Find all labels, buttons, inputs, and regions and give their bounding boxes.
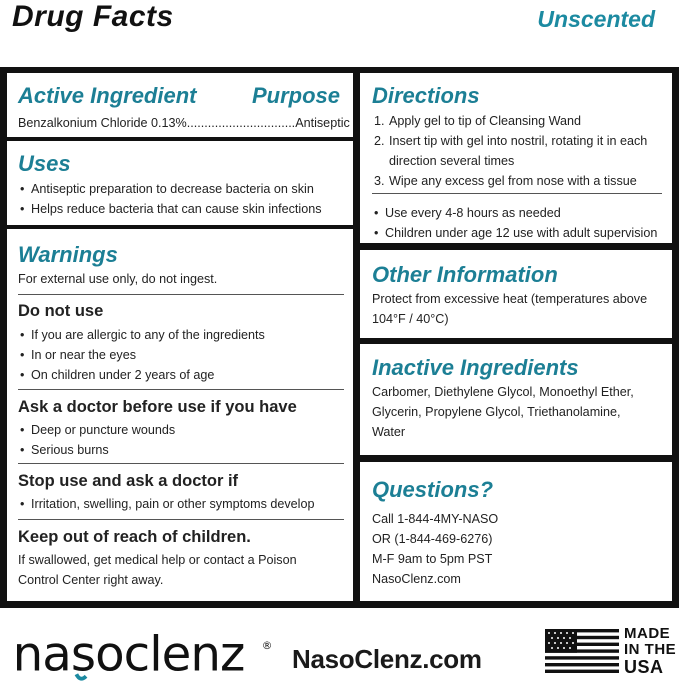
- warnings-box: [7, 229, 353, 601]
- inactive-ingredients-heading: Inactive Ingredients: [372, 355, 579, 380]
- uses-box: [7, 141, 353, 225]
- warnings-heading: Warnings: [18, 242, 118, 267]
- divider: [372, 193, 662, 194]
- step-text: Wipe any excess gel from nose with a tissue: [389, 174, 637, 188]
- footer-website: NasoClenz.com: [292, 644, 482, 674]
- questions-line: M-F 9am to 5pm PST: [372, 552, 493, 566]
- trademark-mark: ®: [261, 639, 273, 653]
- direction-step: [372, 171, 647, 191]
- other-info-line: Protect from excessive heat (temperatures above: [372, 292, 648, 306]
- leader-dots: ...............................: [186, 116, 296, 130]
- active-ingredient-heading: Active Ingredient: [18, 83, 197, 108]
- made-line: MADE: [624, 625, 671, 642]
- step-text: Insert tip with gel into nostril, rotating it in each: [389, 134, 648, 148]
- keep-out-line: If swallowed, get medical help or contact a Poison: [18, 553, 297, 567]
- list-item: • On children under 2 years of age: [18, 365, 265, 385]
- made-in-usa-badge: [624, 626, 676, 676]
- stop-use-heading: Stop use and ask a doctor if: [18, 472, 239, 490]
- nasoclenz-logo: [8, 626, 278, 682]
- keep-out-line: Control Center right away.: [18, 573, 164, 587]
- step-text: Apply gel to tip of Cleansing Wand: [389, 114, 582, 128]
- list-item: • Deep or puncture wounds: [18, 420, 175, 440]
- active-ingredient-box: [7, 73, 353, 137]
- list-item: • Serious burns: [18, 440, 175, 460]
- warnings-note: For external use only, do not ingest.: [18, 272, 218, 286]
- purpose-heading: Purpose: [251, 83, 340, 108]
- inactive-ingredients-box: [360, 344, 672, 455]
- variant-label: Unscented: [537, 6, 655, 32]
- list-item: • In or near the eyes: [18, 345, 265, 365]
- step-text: direction several times: [389, 154, 515, 168]
- drug-facts-panel: [0, 67, 679, 608]
- direction-step: [372, 111, 647, 131]
- divider: [18, 294, 344, 295]
- list-item: • Helps reduce bacteria that can cause skin infections: [18, 199, 322, 219]
- other-info-box: [360, 250, 672, 338]
- direction-step-cont: [372, 151, 647, 171]
- step-number: 2.: [374, 134, 385, 148]
- do-not-use-heading: Do not use: [18, 302, 104, 320]
- divider: [18, 463, 344, 464]
- other-info-line: 104°F / 40°C): [372, 312, 449, 326]
- list-item: • Irritation, swelling, pain or other symptoms develop: [18, 494, 315, 514]
- questions-line: NasoClenz.com: [372, 572, 461, 586]
- directions-heading: Directions: [372, 83, 480, 108]
- ask-doctor-heading: Ask a doctor before use if you have: [18, 398, 297, 416]
- direction-step: [372, 131, 647, 151]
- directions-box: [360, 73, 672, 243]
- list-item: • Children under age 12 use with adult supervision: [372, 223, 657, 243]
- questions-line: Call 1-844-4MY-NASO: [372, 512, 499, 526]
- keep-out-heading: Keep out of reach of children.: [18, 528, 251, 546]
- questions-line: OR (1-844-469-6276): [372, 532, 493, 546]
- ingredient-name: Benzalkonium Chloride 0.13%: [18, 116, 187, 130]
- inactive-line: Carbomer, Diethylene Glycol, Monoethyl Ether,: [372, 385, 634, 399]
- uses-heading: Uses: [18, 151, 71, 176]
- questions-box: [360, 462, 672, 601]
- made-line: USA: [624, 657, 664, 677]
- other-info-heading: Other Information: [372, 262, 558, 287]
- step-number: 1.: [374, 114, 385, 128]
- usa-flag-icon: [545, 629, 619, 673]
- list-item: • Antiseptic preparation to decrease bacteria on skin: [18, 179, 322, 199]
- list-item: • If you are allergic to any of the ingredients: [18, 325, 265, 345]
- inactive-line: Water: [372, 425, 406, 439]
- active-ingredient-line: [18, 113, 350, 133]
- logo-text: nasoclenz: [12, 626, 245, 682]
- ingredient-purpose: Antiseptic: [295, 116, 350, 130]
- divider: [18, 519, 344, 520]
- list-item: • Use every 4-8 hours as needed: [372, 203, 657, 223]
- divider: [18, 389, 344, 390]
- made-line: IN THE: [624, 641, 677, 658]
- page-title: Drug Facts: [12, 0, 174, 33]
- questions-heading: Questions?: [372, 477, 494, 502]
- step-number: 3.: [374, 174, 385, 188]
- inactive-line: Glycerin, Propylene Glycol, Triethanolamine,: [372, 405, 621, 419]
